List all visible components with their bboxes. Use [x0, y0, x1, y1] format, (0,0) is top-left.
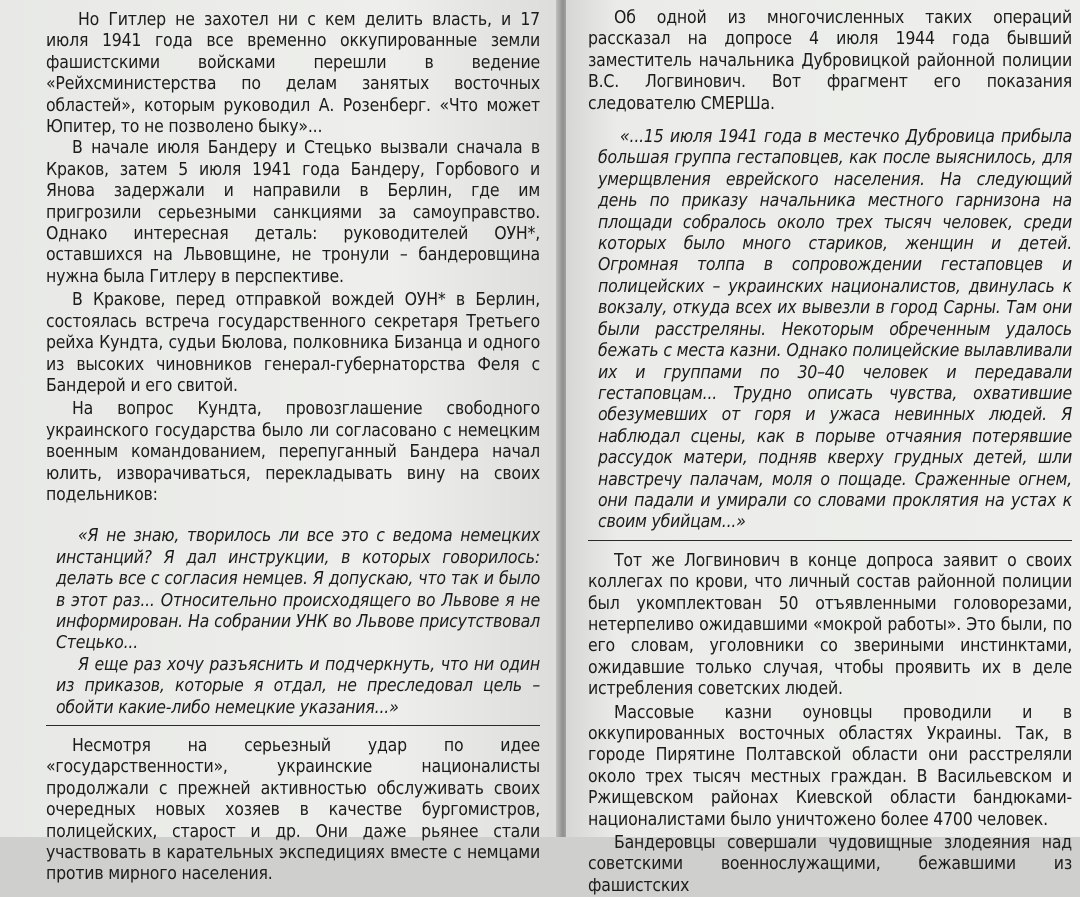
left-paragraph-4: На вопрос Кундта, провозглашение свободного украинского государства было ли согласовано с немецким военным командованием, перепуганный Бандера начал юлить, изворачиваться, перекладывать вину на своих подельников: — [46, 399, 540, 505]
right-paragraph-3: Массовые казни оуновцы проводили и в оккупированных восточных областях Украины. Так, в городе Пирятине Полтавской области они расстреляли около трех тысяч местных граждан. В Васильевском и Ржищевском районах Киевской области бандюками-националистами было уничтожено более 4700 человек. — [588, 702, 1072, 830]
right-paragraph-2: Тот же Логвинович в конце допроса заявит о своих коллегах по крови, что личный состав районной полиции был укомплектован 50 отъявленными головорезами, нетерпеливо ожидавшими «мокрой работы». Это были, по его словам, уголовники со звериными инстинктами, ожидавшие только случая, чтобы проявить их в деле истребления советских людей. — [588, 550, 1072, 700]
right-paragraph-1: Об одной из многочисленных таких операций рассказал на допросе 4 июля 1944 года бывший заместитель начальника Дубровицкой районной полиции В.С. Логвинович. Вот фрагмент его показания следователю СМЕРШа. — [588, 8, 1072, 114]
left-paragraph-3: В Кракове, перед отправкой вождей ОУН* в Берлин, состоялась встреча государственного секретаря Третьего рейха Кундта, судьи Бюлова, полковника Бизанца и одного из высоких чиновников генерал-губернаторства Феля с Бандерой и его свитой. — [46, 290, 540, 396]
right-quote-rule — [588, 540, 1072, 541]
right-paragraph-4: Бандеровцы совершали чудовищные злодеяния над советскими военнослужащими, бежавшими из фашистских — [588, 833, 1072, 896]
left-quote-2: Я еще раз хочу разъяснить и подчеркнуть, что ни один из приказов, которые я отдал, не преследовал цель – обойти какие-либо немецкие указания...» — [56, 654, 540, 718]
left-quote-block — [46, 526, 540, 719]
right-quote-1: «...15 июля 1941 года в местечко Дубровица прибыла большая группа гестаповцев, как после выяснилось, для умерщвления еврейского населения. На следующий день по приказу начальника местного гарнизона на площади собралось около трех тысяч человек, среди которых было много стариков, женщин и детей. Огромная толпа в сопровождении гестаповцев и полицейских – украинских националистов, двинулась к вокзалу, откуда всех их вывезли в город Сарны. Там они были расстреляны. Некоторым обреченным удалось бежать с места казни. Однако полицейские вылавливали их и группами по 30–40 человек и передавали гестаповцам... Трудно описать чувства, охватившие обезумевших от горя и ужаса невинных людей. Я наблюдал сцены, как в порыве отчаяния потерявшие рассудок матери, подняв кверху грудных детей, шли навстречу палачам, моля о пощаде. Сраженные огнем, они падали и умирали со словами проклятия на устах к своим убийцам...» — [598, 127, 1072, 533]
left-paragraph-2: В начале июля Бандеру и Стецько вызвали сначала в Краков, затем 5 июля 1941 года Бандеру, Горбового и Янова задержали и направили в Берлин, где им пригрозили серьезными санкциями за самоуправство. Однако интересная деталь: руководителей ОУН*, оставшихся на Львовщине, не тронули – бандеровщина нужна была Гитлеру в перспективе. — [46, 138, 540, 287]
left-paragraph-1: Но Гитлер не захотел ни с кем делить власть, и 17 июля 1941 года все временно оккупированные земли фашистскими войсками перешли в ведение «Рейхсминистерства по делам занятых восточных областей», которым руководил А. Розенберг. «Что может Юпитер, то не позволено быку»... — [46, 10, 540, 138]
left-quote-rule — [46, 725, 540, 726]
left-paragraph-5: Несмотря на серьезный удар по идее «государственности», украинские националисты продолжали с прежней активностью обслуживать своих очередных новых хозяев в качестве бургомистров, полицейских, старост и др. Они даже рьянее стали участвовать в карательных экспедициях вместе с немцами против мирного населения. — [46, 736, 540, 885]
left-quote-1: «Я не знаю, творилось ли все это с ведома немецких инстанций? Я дал инструкции, в которых говорилось: делать все с согласия немцев. Я допускаю, что так и было в этот раз... Относительно происходящего во Львове я не информирован. На собрании УНК во Львове присутствовал Стецько... — [56, 526, 540, 654]
right-quote-block — [588, 127, 1072, 534]
right-page — [566, 0, 1080, 896]
